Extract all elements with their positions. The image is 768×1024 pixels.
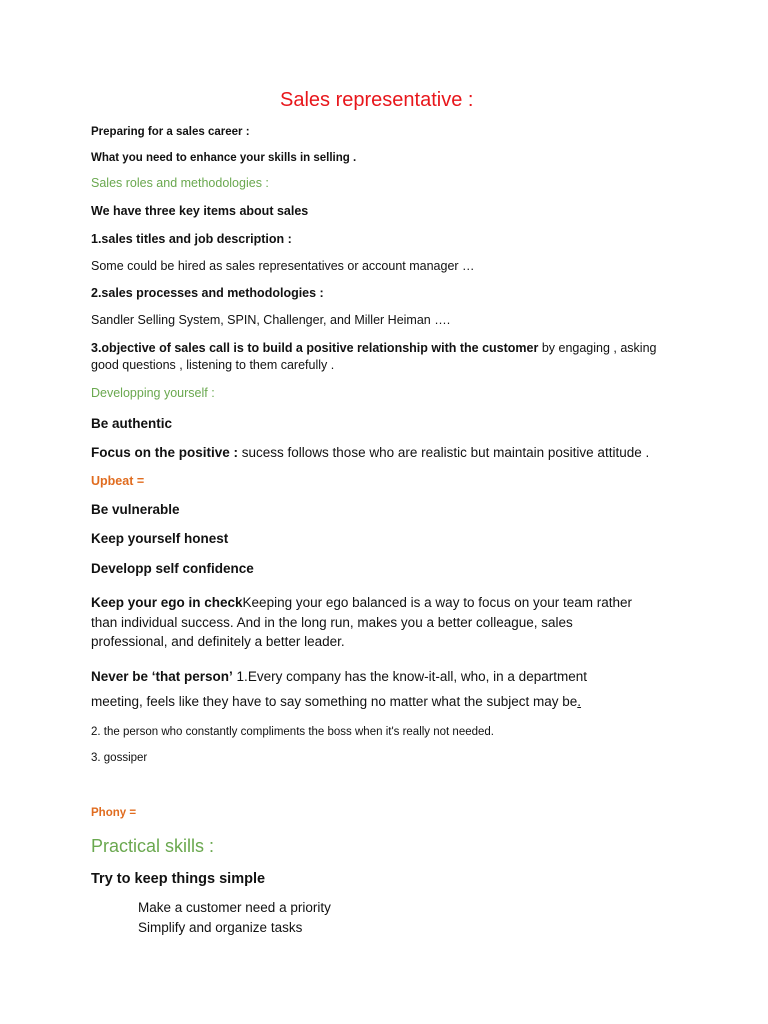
never-line2 bbox=[91, 694, 581, 711]
never-text2: meeting, feels like they have to say something no matter what the subject may be bbox=[91, 694, 578, 709]
focus-rest: sucess follows those who are realistic but maintain positive attitude . bbox=[238, 445, 650, 460]
item3-line2: good questions , listening to them carefully . bbox=[91, 358, 335, 372]
simplify-line: Simplify and organize tasks bbox=[138, 920, 303, 935]
item2-text: Sandler Selling System, SPIN, Challenger, and Miller Heiman …. bbox=[91, 313, 451, 327]
preparing-line: Preparing for a sales career : bbox=[91, 126, 250, 138]
never-num: 1. bbox=[232, 669, 248, 684]
roles-heading: Sales roles and methodologies : bbox=[91, 176, 269, 190]
honest-line: Keep yourself honest bbox=[91, 531, 229, 546]
item3-line1 bbox=[91, 341, 656, 357]
ego-bold: Keep your ego in check bbox=[91, 595, 243, 610]
simple-line: Try to keep things simple bbox=[91, 871, 266, 887]
focus-bold: Focus on the positive : bbox=[91, 445, 239, 460]
authentic-line: Be authentic bbox=[91, 416, 173, 431]
compliments-line: 2. the person who constantly compliments the boss when it's really not needed. bbox=[91, 726, 495, 738]
never-text2-end: . bbox=[577, 694, 582, 709]
item3-bold: 3.objective of sales call is to build a positive relationship with the customer bbox=[91, 341, 539, 355]
ego-text1: Keeping your ego balanced is a way to focus on your team rather bbox=[242, 595, 633, 610]
ego-line3: professional, and definitely a better leader. bbox=[91, 634, 345, 649]
focus-line bbox=[91, 445, 649, 462]
gossiper-line: 3. gossiper bbox=[91, 752, 148, 764]
develop-heading: Developping yourself : bbox=[91, 386, 215, 400]
enhance-line: What you need to enhance your skills in selling . bbox=[91, 152, 357, 164]
page-title: Sales representative : bbox=[280, 89, 474, 111]
three-items-line: We have three key items about sales bbox=[91, 204, 309, 218]
ego-line1 bbox=[91, 595, 632, 612]
vulnerable-line: Be vulnerable bbox=[91, 502, 180, 517]
item1-text: Some could be hired as sales representatives or account manager … bbox=[91, 259, 475, 273]
confidence-line: Developp self confidence bbox=[91, 561, 254, 576]
phony-heading: Phony = bbox=[91, 807, 137, 819]
practical-heading: Practical skills : bbox=[91, 836, 215, 856]
item3-rest1: by engaging , asking bbox=[538, 341, 657, 355]
never-bold: Never be ‘that person’ bbox=[91, 669, 233, 684]
item1-heading: 1.sales titles and job description : bbox=[91, 232, 292, 246]
priority-line: Make a customer need a priority bbox=[138, 900, 331, 915]
item2-heading: 2.sales processes and methodologies : bbox=[91, 286, 324, 300]
never-line1 bbox=[91, 669, 587, 686]
never-text1: Every company has the know-it-all, who, in a department bbox=[247, 669, 587, 684]
ego-line2: than individual success. And in the long run, makes you a better colleague, sales bbox=[91, 615, 573, 630]
upbeat-heading: Upbeat = bbox=[91, 474, 145, 488]
